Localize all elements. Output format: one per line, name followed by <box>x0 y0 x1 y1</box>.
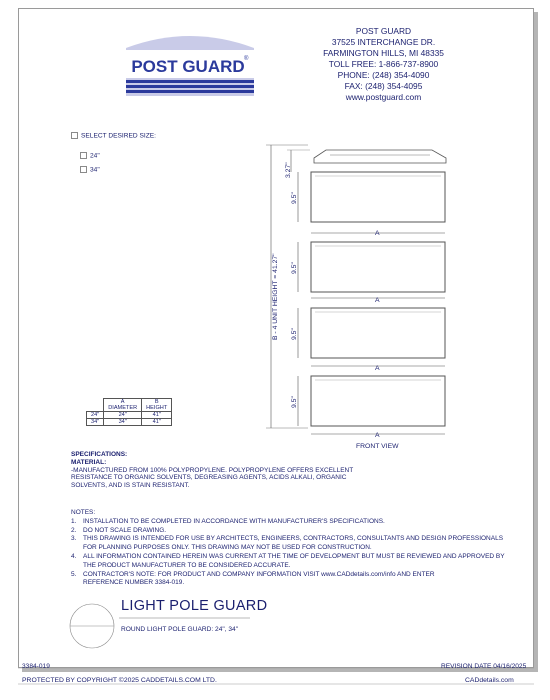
unit-height-label-3: 9.5" <box>291 328 298 340</box>
size-24-label: 24" <box>90 152 100 160</box>
notes-heading: NOTES: <box>71 509 96 516</box>
specifications <box>71 451 353 490</box>
unit-height-label-2: 9.5" <box>291 262 298 274</box>
diameter-label-1: A <box>375 230 380 237</box>
material-line: -MANUFACTURED FROM 100% POLYPROPYLENE. POLYPROPYLENE OFFERS EXCELLENT <box>71 466 354 474</box>
copyright-notice: PROTECTED BY COPYRIGHT ©2025 CADDETAILS.COM LTD. <box>22 677 217 684</box>
company-address-line1: 37525 INTERCHANGE DR. <box>331 37 436 47</box>
caddetails-link[interactable]: CADdetails.com <box>465 677 514 684</box>
company-phone: PHONE: (248) 354-4090 <box>337 70 430 80</box>
select-size-label: SELECT DESIRED SIZE: <box>81 132 156 140</box>
diameter-label-3: A <box>375 365 380 372</box>
front-view-caption: FRONT VIEW <box>356 443 399 450</box>
revision-date: REVISION DATE 04/16/2025 <box>441 663 527 670</box>
note-item: 3. THIS DRAWING IS INTENDED FOR USE BY ARCHITECTS, ENGINEERS, CONTRACTORS, CONSULTANTS AND DESIGN PROFESSIONALS <box>71 535 504 543</box>
guard-unit-3 <box>311 308 445 358</box>
overall-height-label: B - 4 UNIT HEIGHT = 41.27" <box>272 253 279 340</box>
unit-height-label-1: 9.5" <box>291 192 298 204</box>
drawing-title: LIGHT POLE GUARD <box>121 598 268 614</box>
note-item: 4. ALL INFORMATION CONTAINED HEREIN WAS CURRENT AT THE TIME OF DEVELOPMENT BUT MUST BE REVIEWED AND APPROVED BY <box>71 552 505 560</box>
table-header-height: B HEIGHT <box>142 399 172 412</box>
specifications-heading: SPECIFICATIONS: <box>71 451 128 458</box>
note-item: 1. INSTALLATION TO BE COMPLETED IN ACCORDANCE WITH MANUFACTURER'S SPECIFICATIONS. <box>71 517 385 525</box>
drawing-id: 3384-019 <box>22 663 50 670</box>
company-name: POST GUARD <box>355 26 412 36</box>
guard-unit-4 <box>311 376 445 426</box>
size-table <box>86 398 172 426</box>
material-heading: MATERIAL: <box>71 458 107 466</box>
size-34-label: 34" <box>90 166 100 174</box>
table-row: 34" 34" 41" <box>87 419 172 426</box>
diameter-label-4: A <box>375 432 380 439</box>
logo-registered-mark: ® <box>244 56 249 62</box>
diameter-label-2: A <box>375 297 380 304</box>
cap-height-label: 3.27" <box>285 162 292 178</box>
cap-outline <box>314 150 446 163</box>
company-fax: FAX: (248) 354-4095 <box>344 81 423 91</box>
material-line: SOLVENTS, AND IS STAIN RESISTANT. <box>71 482 190 490</box>
table-row: 24" 24" 41" <box>87 412 172 419</box>
company-website[interactable]: www.postguard.com <box>345 92 422 102</box>
guard-unit-1 <box>311 172 445 222</box>
logo-text: POST GUARD <box>131 57 245 76</box>
unit-height-label-4: 9.5" <box>291 396 298 408</box>
note-item: 2. DO NOT SCALE DRAWING. <box>71 526 167 534</box>
table-header-diameter: A DIAMETER <box>104 399 142 412</box>
company-tollfree: TOLL FREE: 1-866-737-8900 <box>328 59 439 69</box>
material-line: RESISTANCE TO ORGANIC SOLVENTS, DEGREASING AGENTS, ACIDS ALKALI, ORGANIC <box>71 474 347 482</box>
note-item: 5. CONTRACTOR'S NOTE: FOR PRODUCT AND COMPANY INFORMATION VISIT www.CADdetails.com/info AND ENTER <box>71 570 435 578</box>
notes: NOTES: 1. INSTALLATION TO BE COMPLETED IN ACCORDANCE WITH MANUFACTURER'S SPECIFICATIONS. 2. DO NOT SCALE DRAWING. 3. THIS DRAWING IS INTENDED FOR USE BY ARCHITECTS, ENGINEERS, CONTRACTORS, CONSULTANTS AND DESIGN PROFESSIONALS FOR PLANNING PURPOSES ONLY. THIS DRAWING MAY NOT BE USED FOR CONSTRUCTION. 4. ALL INFORMATION CONTAINED HEREIN WAS CURRENT AT THE TIME OF DEVELOPMENT BUT MUST BE REVIEWED AND APPROVED BY THE PRODUCT MANUFACTURER TO BE CONSIDERED ACCURATE. 5. CONTRACTOR'S NOTE: FOR PRODUCT AND COMPANY INFORMATION VISIT www.CADdetails.com/info AND ENTER REFERENCE NUMBER 3384-019. <box>71 509 505 587</box>
company-address-line2: FARMINGTON HILLS, MI 48335 <box>323 48 444 58</box>
drawing-subtitle: ROUND LIGHT POLE GUARD: 24", 34" <box>121 626 239 633</box>
guard-unit-2 <box>311 242 445 292</box>
